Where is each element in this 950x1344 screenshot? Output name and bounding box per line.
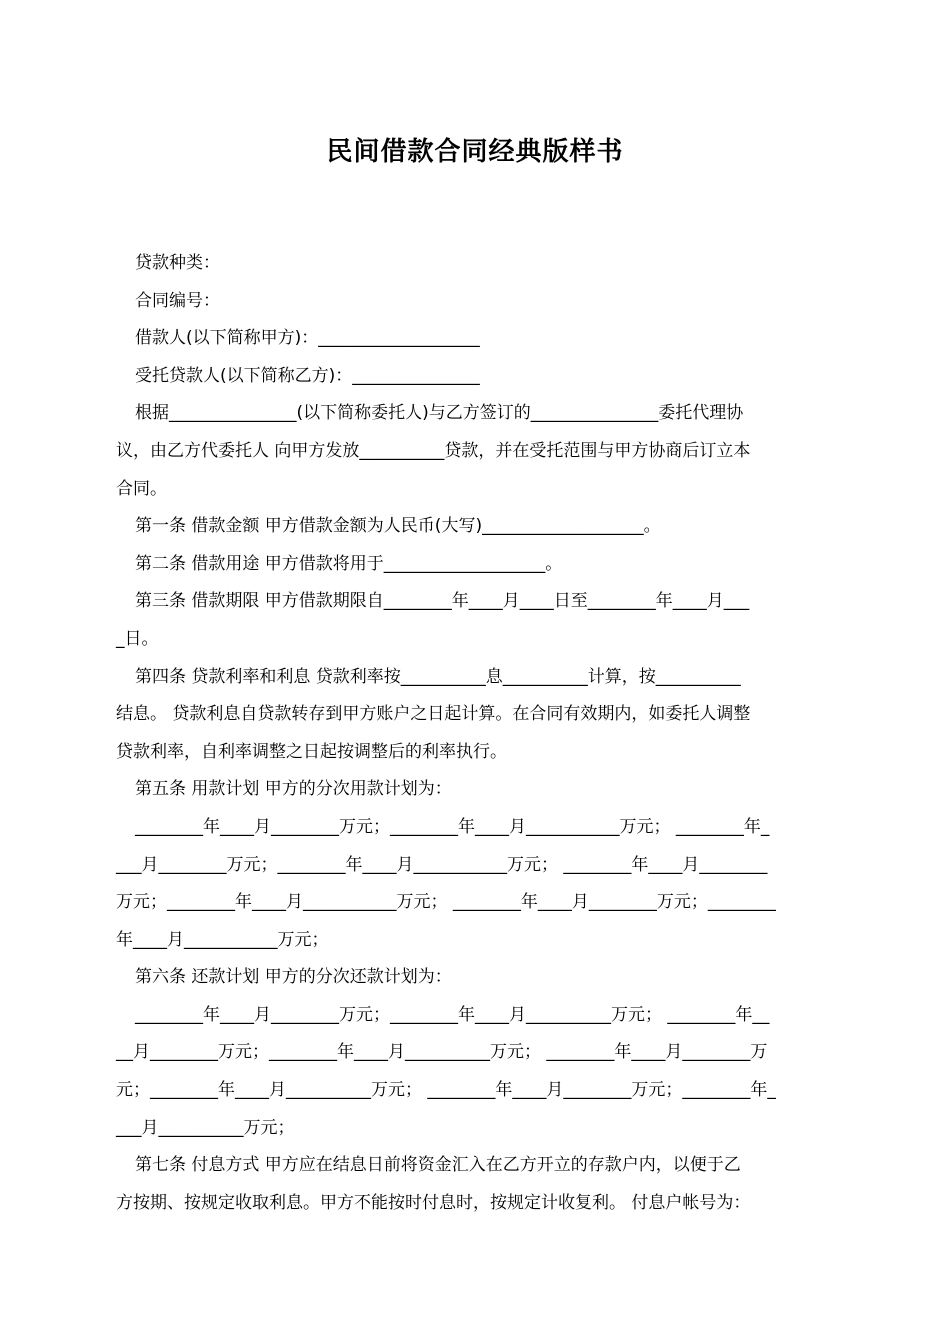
usage-plan-line-1: ________年____月________万元；________年____月___________万元； ________年_ — [135, 816, 770, 837]
usage-plan-line-4: 年____月___________万元； — [116, 929, 329, 950]
repayment-plan-line-3: 元；________年____月__________万元； ________年____月________万元；________年_ — [116, 1080, 776, 1101]
article-1: 第一条 借款金额 甲方借款金额为人民币(大写)___________________。 — [135, 516, 661, 537]
article-3-line-2: _日。 — [116, 628, 159, 649]
lender-line: 受托贷款人(以下简称乙方)：_______________ — [135, 365, 480, 386]
article-4-line-2: 结息。 贷款利息自贷款转存到甲方账户之日起计算。在合同有效期内，如委托人调整 — [116, 704, 751, 725]
repayment-plan-line-1: ________年____月________万元；________年____月__________万元； ________年__ — [135, 1004, 770, 1025]
contract-body — [116, 245, 836, 1222]
article-2: 第二条 借款用途 甲方借款将用于___________________。 — [135, 553, 563, 574]
preamble-line-2: 议，由乙方代委托人 向甲方发放__________贷款，并在受托范围与甲方协商后订立本 — [116, 440, 751, 461]
loan-type-line: 贷款种类： — [135, 253, 220, 273]
document-title: 民间借款合同经典版样书 — [326, 137, 624, 167]
preamble-line-1: 根据_______________(以下简称委托人)与乙方签订的_______________委托代理协 — [135, 403, 744, 424]
repayment-plan-line-4: ___月__________万元； — [116, 1117, 295, 1138]
contract-number-line: 合同编号： — [135, 290, 220, 311]
article-4-line-1: 第四条 贷款利率和利息 贷款利率按__________息__________计算，按__________ — [135, 666, 741, 687]
article-6-heading: 第六条 还款计划 甲方的分次还款计划为： — [135, 967, 452, 988]
article-7-line-1: 第七条 付息方式 甲方应在结息日前将资金汇入在乙方开立的存款户内，以便于乙 — [135, 1155, 741, 1176]
usage-plan-line-2: ___月________万元；________年____月___________万元； ________年____月________ — [116, 854, 768, 875]
article-4-line-3: 贷款利率，自利率调整之日起按调整后的利率执行。 — [116, 741, 507, 762]
article-3-line-1: 第三条 借款期限 甲方借款期限自________年____月____日至________年____月___ — [135, 591, 750, 612]
usage-plan-line-3: 万元；________年____月___________万元； ________年____月________万元；________ — [116, 892, 776, 913]
preamble-line-3: 合同。 — [116, 478, 167, 499]
article-7-line-2: 方按期、按规定收取利息。甲方不能按时付息时，按规定计收复利。 付息户帐号为： — [116, 1192, 751, 1213]
article-5-heading: 第五条 用款计划 甲方的分次用款计划为： — [135, 779, 452, 800]
repayment-plan-line-2: __月________万元；________年____月__________万元； ________年____月________万 — [116, 1042, 768, 1063]
borrower-line: 借款人(以下简称甲方)：___________________ — [135, 328, 480, 349]
